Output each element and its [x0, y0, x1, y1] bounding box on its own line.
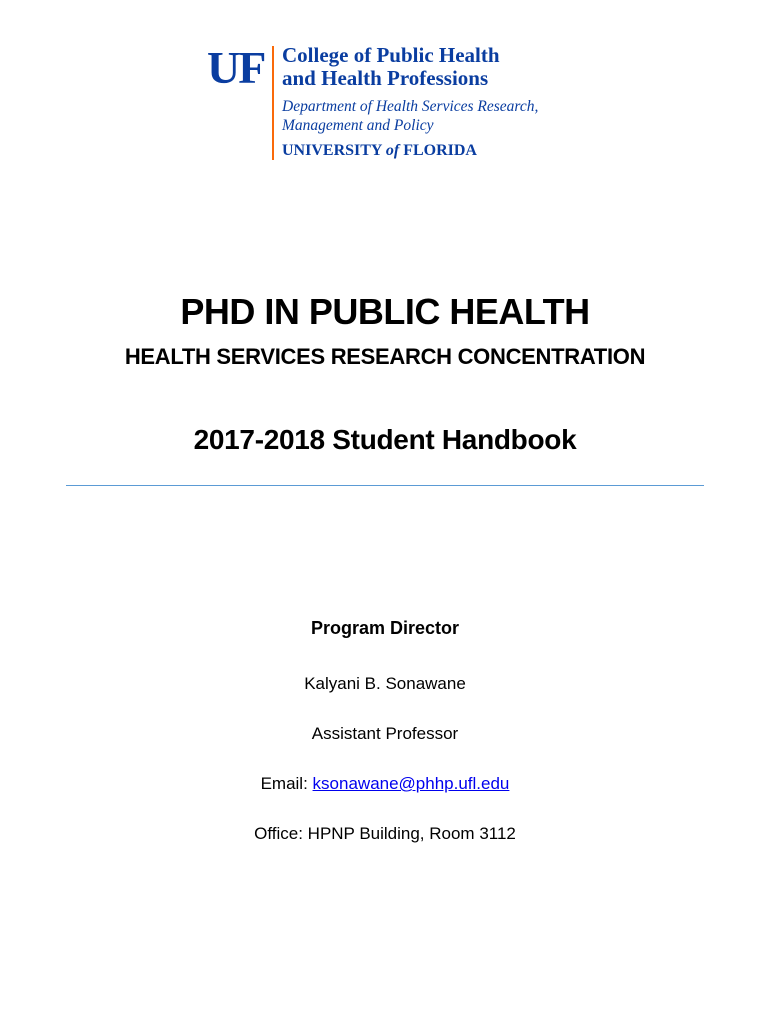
department-line1: Department of Health Services Research, — [282, 98, 539, 115]
uf-monogram: UF — [207, 42, 265, 93]
college-name-line1: College of Public Health — [282, 43, 500, 67]
document-subtitle: HEALTH SERVICES RESEARCH CONCENTRATION — [124, 344, 646, 369]
department-line2: Management and Policy — [282, 117, 434, 134]
director-name: Kalyani B. Sonawane — [304, 674, 466, 693]
logo-text — [282, 44, 538, 160]
director-email-line — [0, 773, 770, 795]
university-suffix: FLORIDA — [403, 142, 477, 159]
logo-divider — [272, 46, 274, 160]
email-label: Email: — [260, 774, 313, 793]
department-name — [282, 97, 538, 135]
email-link[interactable]: ksonawane@phhp.ufl.edu — [312, 774, 510, 793]
program-director-heading: Program Director — [310, 618, 460, 638]
university-prefix: UNIVERSITY — [282, 142, 382, 159]
university-name — [282, 142, 538, 160]
college-name-line2: and Health Professions — [282, 66, 489, 90]
uf-logo — [207, 44, 547, 164]
document-title: PHD IN PUBLIC HEALTH — [180, 291, 590, 332]
handbook-title: 2017-2018 Student Handbook — [193, 424, 577, 455]
horizontal-divider — [66, 485, 704, 486]
director-role: Assistant Professor — [311, 724, 459, 743]
university-of: of — [385, 142, 400, 159]
director-office: Office: HPNP Building, Room 3112 — [254, 824, 516, 843]
